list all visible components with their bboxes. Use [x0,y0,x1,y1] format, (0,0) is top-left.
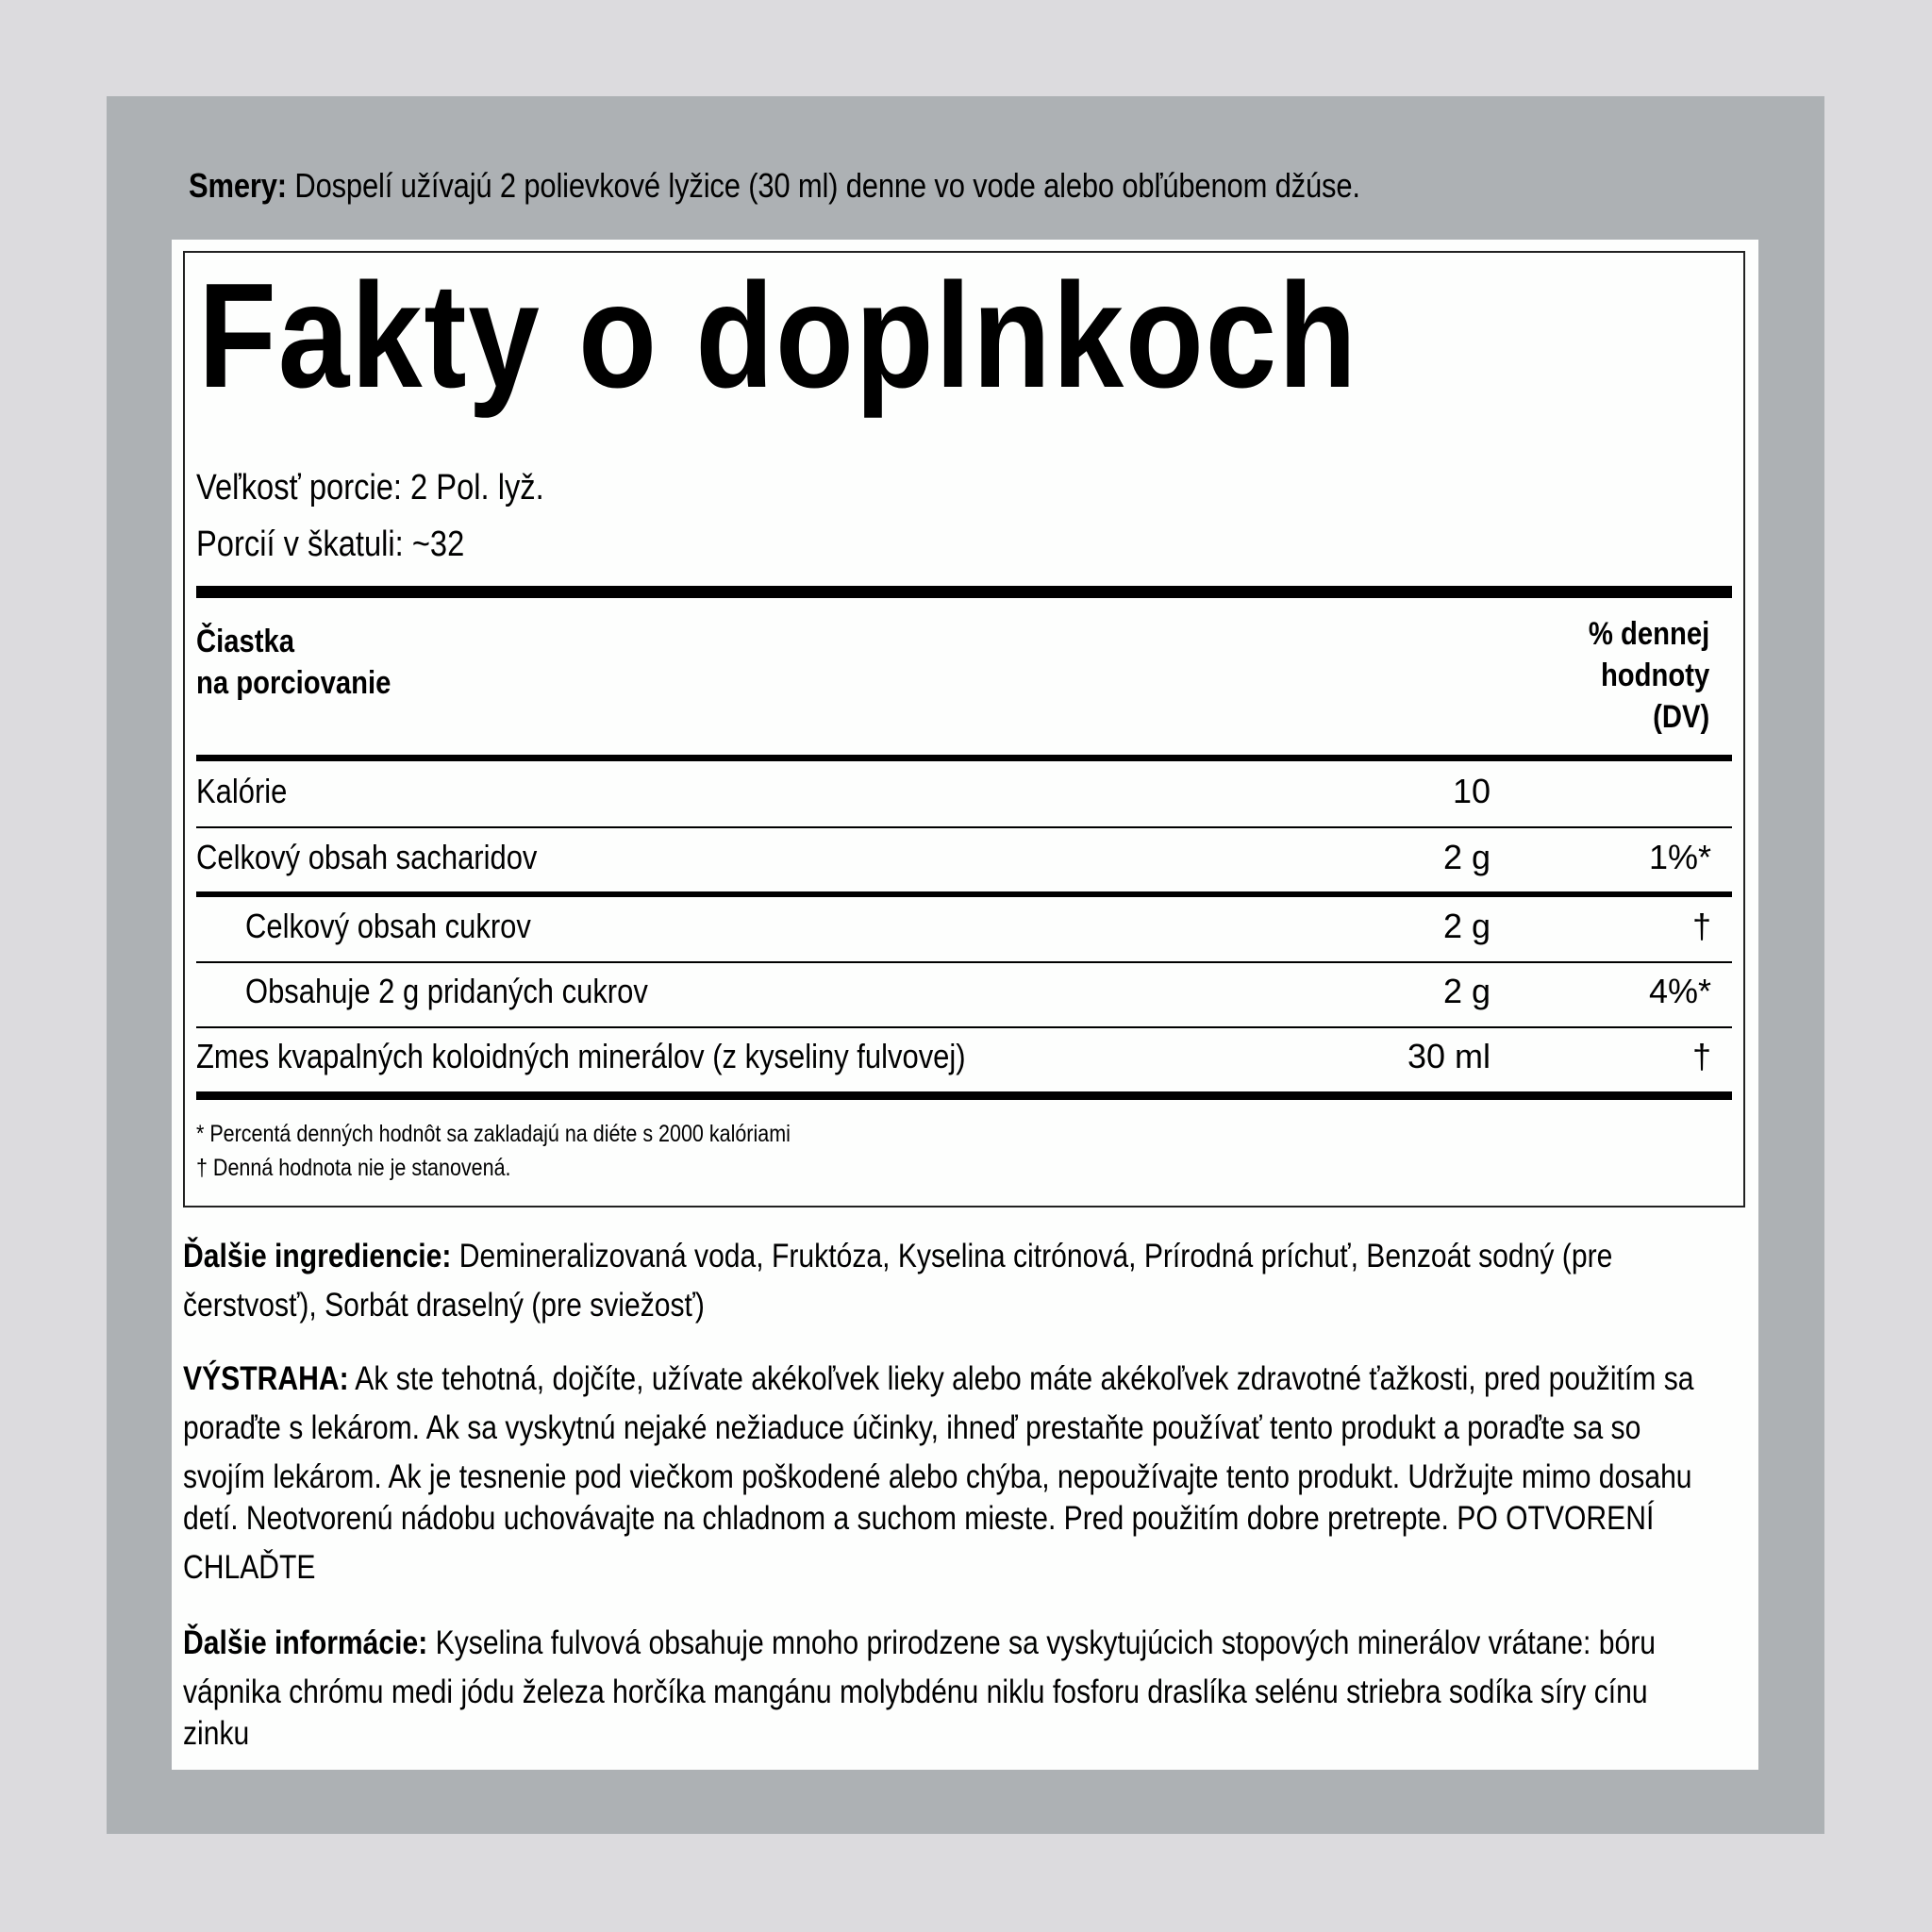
nutrient-amount: 2 g [1442,907,1491,945]
ingredients-text: čerstvosť), Sorbát draselný (pre sviežosť) [183,1287,705,1324]
thin-divider [196,826,1732,828]
servings-per-container: Porcií v škatuli: ~32 [196,525,465,564]
warning-text: Ak ste tehotná, dojčíte, užívate akékoľvek lieky alebo máte akékoľvek zdravotné ťažkosti, pred použitím sa [348,1360,1694,1397]
warning-text: CHLAĎTE [183,1549,316,1586]
footnote-daily-values: * Percentá denných hodnôt sa zakladajú na diéte s 2000 kalóriami [196,1121,791,1147]
nutrient-row [196,772,1732,809]
thin-divider [196,1026,1732,1028]
info-text: Kyselina fulvová obsahuje mnoho prirodzene sa vyskytujúcich stopových minerálov vrátane: bóru [427,1624,1656,1661]
warning-text: detí. Neotvorenú nádobu uchovávajte na chladnom a suchom mieste. Pred použitím dobre pretrepte. PO OTVORENÍ [183,1500,1655,1537]
nutrient-amount: 2 g [1442,972,1491,1010]
nutrient-dv: 1%* [1648,838,1711,876]
nutrient-amount: 10 [1452,772,1491,810]
medium-divider [196,891,1732,897]
nutrient-label: Celkový obsah cukrov [245,907,531,945]
directions [189,166,1360,206]
nutrient-dv: † [1691,907,1711,945]
nutrient-label: Kalórie [196,772,288,810]
header-right-line: (DV) [1652,699,1709,735]
nutrient-label: Obsahuje 2 g pridaných cukrov [245,972,648,1010]
header-right-line: % dennej [1588,616,1709,652]
thick-divider [196,586,1732,598]
nutrient-amount: 2 g [1442,838,1491,876]
directions-text: Dospelí užívajú 2 polievkové lyžice (30 ml) denne vo vode alebo obľúbenom džúse. [286,166,1360,205]
info-text: zinku [183,1715,250,1752]
thick-divider [196,1091,1732,1100]
nutrient-row [196,972,1732,1009]
ingredients-text: Demineralizovaná voda, Fruktóza, Kyselina citrónová, Prírodná príchuť, Benzoát sodný (pre [451,1238,1613,1274]
info-text: vápnika chrómu medi jódu železa horčíka mangánu molybdénu niklu fosforu draslíka selénu striebra sodíka síry cínu [183,1674,1648,1710]
nutrient-row [196,907,1732,944]
warning-text: svojím lekárom. Ak je tesnenie pod viečkom poškodené alebo chýba, nepoužívajte tento produkt. Udržujte mimo dosahu [183,1458,1692,1495]
warning [183,1355,1724,1592]
nutrient-dv: 4%* [1648,972,1711,1010]
thin-divider [196,961,1732,963]
supplement-facts-box [183,251,1745,1208]
warning-text: poraďte s lekárom. Ak sa vyskytnú nejaké nežiaduce účinky, ihneď prestaňte používať tento produkt a poraďte sa so [183,1409,1641,1446]
medium-divider [196,755,1732,761]
header-left-line: Čiastka [196,624,295,659]
header-right-line: hodnoty [1600,658,1709,693]
amount-per-serving-header [196,621,391,704]
facts-title: Fakty o doplnkoch [198,253,1358,419]
nutrient-label: Celkový obsah sacharidov [196,838,538,876]
nutrient-amount: 30 ml [1407,1037,1491,1075]
header-left-line: na porciovanie [196,665,391,701]
other-ingredients [183,1232,1724,1330]
ingredients-label: Ďalšie ingrediencie: [183,1238,452,1274]
info-label: Ďalšie informácie: [183,1624,428,1661]
nutrient-dv: † [1691,1037,1711,1075]
serving-size: Veľkosť porcie: 2 Pol. lyž. [196,468,544,508]
nutrient-label: Zmes kvapalných koloidných minerálov (z kyseliny fulvovej) [196,1037,966,1075]
nutrient-row [196,838,1732,875]
directions-label: Smery: [189,166,287,205]
warning-label: VÝSTRAHA: [183,1360,349,1397]
nutrient-row [196,1037,1732,1074]
footnote-dagger: † Denná hodnota nie je stanovená. [196,1155,511,1181]
daily-value-header [1589,613,1709,738]
other-information [183,1619,1724,1758]
